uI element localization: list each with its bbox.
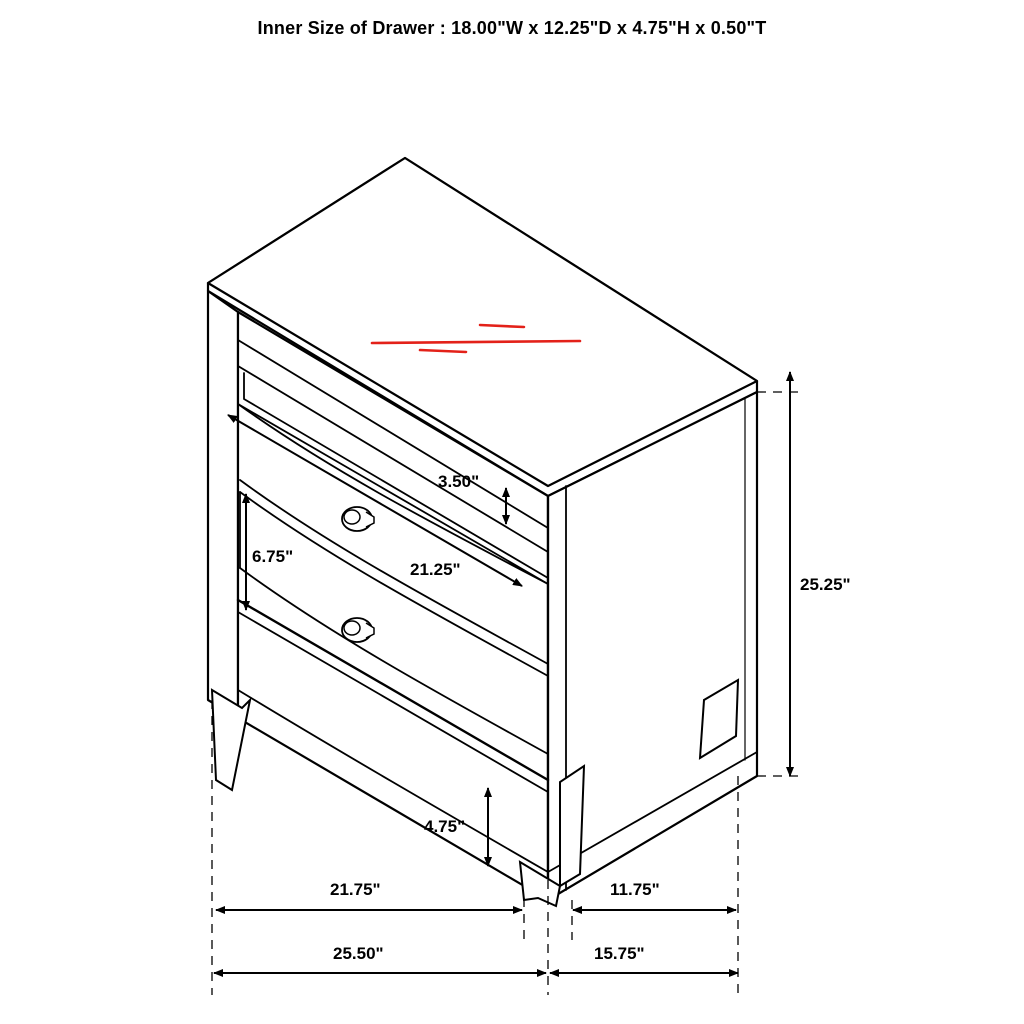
dimension-label-drawer-front-width: 21.25": [410, 560, 461, 579]
dimension-label-overall-height: 25.25": [800, 575, 851, 594]
dimension-label-front-span: 21.75": [330, 880, 381, 899]
dimension-label-overall-width: 25.50": [333, 944, 384, 963]
diagram-title: Inner Size of Drawer : 18.00"W x 12.25"D x 4.75"H x 0.50"T: [257, 18, 767, 38]
dimension-label-overall-depth: 15.75": [594, 944, 645, 963]
dimension-label-side-span: 11.75": [610, 880, 660, 899]
dimension-label-lower-drawer-height: 6.75": [252, 547, 294, 566]
cabinet-body: [208, 158, 757, 900]
dimension-label-drawer-front-height: 3.50": [438, 472, 480, 491]
dimension-label-leg-height: 4.75": [424, 817, 466, 836]
